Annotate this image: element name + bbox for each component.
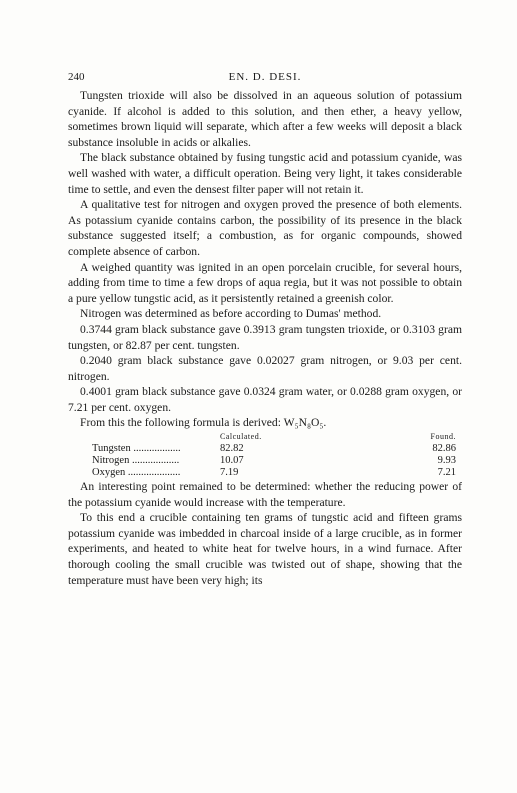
element-label: Oxygen — [92, 467, 126, 479]
paragraph: A weighed quantity was ignited in an open porcelain crucible, for several hours, adding from time to time a few drops of aqua regia, but it was not possible to obtain a pure yellow tungstic acid, as it persistently retained a greenish color. — [68, 260, 462, 305]
paragraph: 0.2040 gram black substance gave 0.02027 gram nitrogen, or 9.03 per cent. nitrogen. — [68, 354, 462, 383]
table-header-row — [68, 431, 462, 443]
paragraph: From this the following formula is derived: W₅N₈O₅. — [80, 416, 327, 430]
paragraph: An interesting point remained to be determined: whether the reducing power of the potassium cyanide would increase with the temperature. — [68, 480, 462, 509]
paragraph: To this end a crucible containing ten grams of tungstic acid and fifteen grams potassium cyanide was imbedded in charcoal inside of a large crucible, as in former experiments, and heated to white heat for twelve hours, in a wind furnace. After thorough cooling the small crucible was twisted out of shape, showing that the temperature must have been very high; its — [68, 511, 462, 587]
header-calculated: Calculated. — [220, 432, 262, 442]
table-row — [68, 443, 462, 455]
body-text — [68, 88, 462, 588]
found-value: 7.21 — [437, 467, 456, 479]
element-label: Tungsten — [92, 443, 131, 455]
running-title: EN. D. DESI. — [228, 71, 302, 83]
found-value: 82.86 — [432, 443, 456, 455]
paragraph: 0.3744 gram black substance gave 0.3913 gram tungsten trioxide, or 0.3103 gram tungsten, or 82.87 per cent. tungsten. — [68, 322, 462, 352]
table-row — [68, 467, 462, 479]
element-label: Nitrogen — [92, 455, 130, 467]
composition-table — [68, 431, 462, 479]
leader-dots: .................. — [131, 455, 180, 467]
leader-dots: .................... — [127, 467, 181, 479]
paragraph: Nitrogen was determined as before according to Dumas' method. — [80, 307, 382, 321]
calculated-value: 82.82 — [220, 443, 244, 455]
running-header — [68, 71, 462, 85]
calculated-value: 7.19 — [220, 467, 239, 479]
paragraph: The black substance obtained by fusing tungstic acid and potassium cyanide, was well washed with water, a difficult operation. Being very light, it takes considerable time to settle, and even the densest filter paper will not retain it. — [68, 151, 462, 196]
table-row — [68, 455, 462, 467]
paragraph: Tungsten trioxide will also be dissolved in an aqueous solution of potassium cyanide. If alcohol is added to this solution, and then ether, a heavy yellow, sometimes brown liquid will separate, which after a few weeks will deposit a black substance insoluble in acids or alkalies. — [68, 89, 462, 149]
paragraph: 0.4001 gram black substance gave 0.0324 gram water, or 0.0288 gram oxygen, or 7.21 per cent. oxygen. — [68, 385, 462, 414]
leader-dots: .................. — [133, 443, 181, 455]
page-number: 240 — [68, 71, 85, 83]
paragraph: A qualitative test for nitrogen and oxygen proved the presence of both elements. As potassium cyanide contains carbon, the possibility of its presence in the black substance suggested itself; a combustion, as for organic compounds, showed complete absence of carbon. — [68, 198, 462, 258]
found-value: 9.93 — [437, 455, 456, 467]
header-found: Found. — [430, 432, 456, 442]
calculated-value: 10.07 — [220, 455, 244, 467]
